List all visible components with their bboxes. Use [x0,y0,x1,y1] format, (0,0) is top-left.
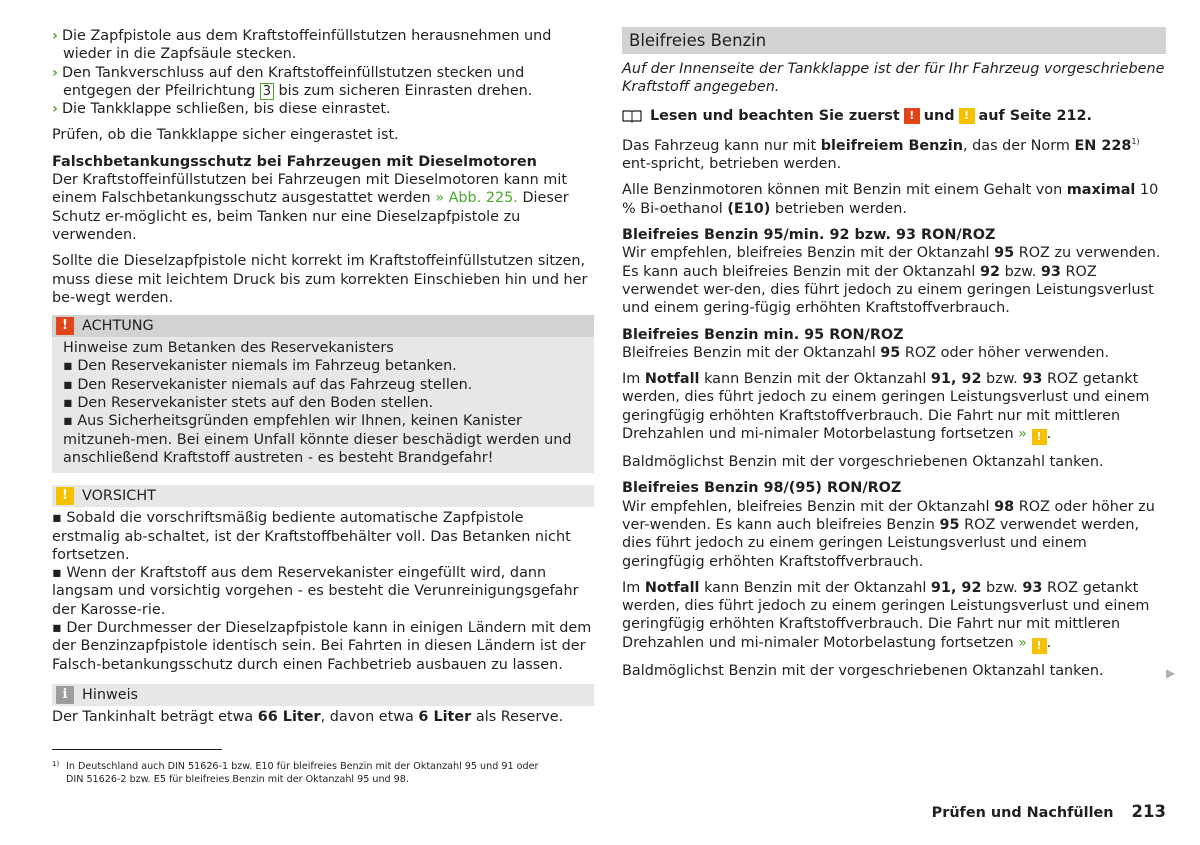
caution-link[interactable]: » [1018,426,1027,443]
caution-icon: ! [56,487,74,505]
paragraph-norm: Das Fahrzeug kann nur mit bleifreiem Benzin, das der Norm EN 228$^{1)}$ ent-spricht, betrieben werden. [622,137,1140,173]
paragraph-min95: Bleifreies Benzin mit der Oktanzahl 95 ROZ oder höher verwenden. [622,344,1110,361]
book-icon [622,109,642,123]
achtung-item: ▪ Den Reservekanister niemals auf das Fahrzeug stellen. [63,376,473,393]
vorsicht-title: VORSICHT [82,488,156,505]
right-column [622,27,1166,688]
vorsicht-header [52,485,594,507]
hinweis-section [52,684,594,726]
heading-95: Bleifreies Benzin 95/min. 92 bzw. 93 RON/ROZ [622,227,996,244]
achtung-title: ACHTUNG [82,318,154,334]
page-number: 213 [1131,802,1166,821]
step-1: › Die Zapfpistole aus dem Kraftstoffeinfüllstutzen herausnehmen und wieder in die Zapfsäule stecken. [52,28,552,63]
vorsicht-item: ▪ Sobald die vorschriftsmäßig bediente automatische Zapfpistole erstmalig ab-schaltet, ist der Kraftstoffbehälter voll. Das Betanken nicht fortsetzen. [52,510,571,563]
step-2: › Den Tankverschluss auf den Kraftstoffeinfüllstutzen stecken und entgegen der Pfeilrichtung 3 bis zum sicheren Einrasten drehen. [52,64,533,99]
paragraph-ethanol: Alle Benzinmotoren können mit Benzin mit einem Gehalt von maximal 10 % Bi-oethanol (E10) betrieben werden. [622,182,1159,217]
caution-icon[interactable]: ! [1032,638,1047,654]
warning-icon: ! [56,317,74,335]
step-arrow-icon: › [52,28,58,44]
figure-ref-number: 3 [260,83,274,100]
caution-icon[interactable]: ! [1032,429,1047,445]
vorsicht-section [52,485,594,674]
section-name: Prüfen und Nachfüllen [931,805,1114,821]
achtung-item: ▪ Den Reservekanister niemals im Fahrzeug betanken. [63,358,457,375]
warning-icon[interactable]: ! [904,108,920,124]
figure-link[interactable]: » Abb. 225. [435,190,518,207]
section-title: Bleifreies Benzin [622,27,1166,54]
diesel-paragraph-2: Sollte die Dieselzapfpistole nicht korrekt im Kraftstoffeinfüllstutzen sitzen, muss diese mit leichtem Druck bis zum korrekten Einschieben hin und her be-wegt werden. [52,253,588,306]
step-arrow-icon: › [52,101,58,118]
diesel-heading: Falschbetankungsschutz bei Fahrzeugen mit Dieselmotoren [52,153,537,170]
step-arrow-icon: › [52,64,58,81]
achtung-box [52,315,594,473]
hinweis-text: Der Tankinhalt beträgt etwa 66 Liter, davon etwa 6 Liter als Reserve. [52,708,564,725]
footnote-ref: 1) [1131,137,1140,147]
hinweis-title: Hinweis [82,686,139,703]
read-first-line: Lesen und beachten Sie zuerst ! und ! auf Seite 212. [622,107,1166,125]
vorsicht-item: ▪ Wenn der Kraftstoff aus dem Reservekanister eingefüllt wird, dann langsam und vorsichtig vorgehen - es besteht die Verunreinigungsgefahr der Karosse-rie. [52,565,579,618]
footnote-divider [52,749,222,750]
paragraph-notfall-2: Im Notfall kann Benzin mit der Oktanzahl 91, 92 bzw. 93 ROZ getankt werden, dies führt jedoch zu einem geringen Leistungsverlust und einem geringfügig erhöhten Kraftstoffverbrauch. Die Fahrt nur mit mittleren Drehzahlen und mi-nimaler Motorbelastung fortsetzen » ! . [622,579,1150,652]
paragraph-notfall-1: Im Notfall kann Benzin mit der Oktanzahl 91, 92 bzw. 93 ROZ getankt werden, dies führt jedoch zu einem geringen Leistungsverlust und einem geringfügig erhöhten Kraftstoffverbrauch. Die Fahrt nur mit mittleren Drehzahlen und mi-nimaler Motorbelastung fortsetzen » ! . [622,371,1150,444]
heading-98: Bleifreies Benzin 98/(95) RON/ROZ [622,480,902,497]
achtung-body [52,337,594,473]
diesel-paragraph: Der Kraftstoffeinfüllstutzen bei Fahrzeugen mit Dieselmotoren kann mit einem Falschbetankungsschutz ausgestattet werden » Abb. 225. Dieser Schutz er-möglicht es, beim Tanken nur eine Dieselzapfpistole zu verwenden. [52,172,569,243]
heading-min95: Bleifreies Benzin min. 95 RON/ROZ [622,326,904,343]
achtung-intro: Hinweise zum Betanken des Reservekanisters [63,340,394,357]
paragraph-95: Wir empfehlen, bleifreies Benzin mit der Oktanzahl 95 ROZ zu verwenden. Es kann auch bleifreies Benzin mit der Oktanzahl 92 bzw. 93 ROZ verwendet wer-den, dies führt jedoch zu einem geringen Leistungsverlust und einem gering-fügig erhöhten Kraftstoffverbrauch. [622,245,1161,317]
footnote-mark: 1) [52,760,60,768]
achtung-item: ▪ Aus Sicherheitsgründen empfehlen wir Ihnen, keinen Kanister mitzuneh-men. Bei einem Unfall könnte dieser beschädigt werden und anschließend Kraftstoff austreten - es besteht Brandgefahr! [63,413,572,466]
caution-link[interactable]: » [1018,634,1027,651]
vorsicht-item: ▪ Der Durchmesser der Dieselzapfpistole kann in einigen Ländern mit dem der Benzinzapfpistole identisch sein. Bei Fahrten in diesen Ländern ist der Falsch-betankungsschutz durch einen Fachbetrieb ausbauen zu lassen. [52,620,592,673]
step-3: › Die Tankklappe schließen, bis diese einrastet. [52,101,391,118]
paragraph-asap-1: Baldmöglichst Benzin mit der vorgeschriebenen Oktanzahl tanken. [622,454,1104,471]
footnote-line-1: In Deutschland auch DIN 51626-1 bzw. E10 für bleifreies Benzin mit der Oktanzahl 95 und 91 oder [66,761,539,772]
paragraph-98: Wir empfehlen, bleifreies Benzin mit der Oktanzahl 98 ROZ oder höher zu ver-wenden. Es kann auch bleifreies Benzin 95 ROZ verwendet werden, dies führt jedoch zu einem geringen Leistungsverlust und einem geringfügig erhöhten Kraftstoffverbrauch. [622,498,1155,570]
continue-arrow-icon: ▶ [1166,666,1176,680]
footnote [52,760,592,786]
info-icon: i [56,686,74,704]
caution-icon[interactable]: ! [959,108,975,124]
achtung-header [52,315,594,337]
left-column [52,27,594,726]
page-footer [932,803,1166,822]
hinweis-header [52,684,594,706]
paragraph-asap-2: Baldmöglichst Benzin mit der vorgeschriebenen Oktanzahl tanken. [622,662,1104,679]
achtung-item: ▪ Den Reservekanister stets auf den Boden stellen. [63,395,434,412]
intro-text: Auf der Innenseite der Tankklappe ist der für Ihr Fahrzeug vorgeschriebene Kraftstoff angegeben. [622,61,1165,96]
footnote-line-2: DIN 51626-2 bzw. E5 für bleifreies Benzin mit der Oktanzahl 95 und 98. [66,774,409,785]
check-text: Prüfen, ob die Tankklappe sicher eingerastet ist. [52,127,399,144]
